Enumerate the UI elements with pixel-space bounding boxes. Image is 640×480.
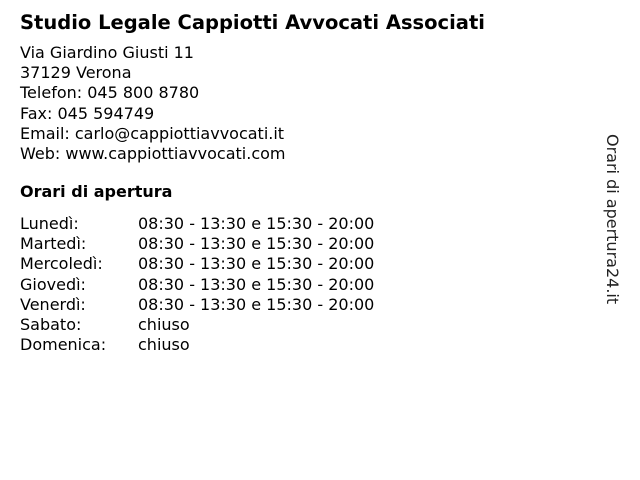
day-label: Domenica: bbox=[20, 334, 107, 354]
address-street: Via Giardino Giusti 11 bbox=[20, 43, 194, 62]
hours-heading: Orari di apertura bbox=[20, 182, 173, 202]
time-value: 08:30 - 13:30 e 15:30 - 20:00 bbox=[138, 254, 375, 274]
hours-row-sunday bbox=[20, 335, 600, 355]
address-city: 37129 Verona bbox=[20, 63, 132, 83]
day-label: Lunedì: bbox=[20, 214, 79, 234]
watermark-text: Orari di apertura24.it bbox=[603, 134, 622, 305]
time-value: 08:30 - 13:30 e 15:30 - 20:00 bbox=[138, 234, 375, 254]
hours-row-saturday bbox=[20, 315, 600, 335]
hours-row-friday bbox=[20, 295, 600, 315]
hours-row-thursday bbox=[20, 275, 600, 295]
time-value: chiuso bbox=[138, 314, 190, 334]
time-value: 08:30 - 13:30 e 15:30 - 20:00 bbox=[138, 214, 375, 234]
fax-number: Fax: 045 594749 bbox=[20, 103, 155, 123]
hours-table bbox=[20, 214, 600, 355]
hours-row-wednesday bbox=[20, 254, 600, 274]
hours-row-tuesday bbox=[20, 234, 600, 254]
day-label: Mercoledì: bbox=[20, 254, 103, 274]
email-address: Email: carlo@cappiottiavvocati.it bbox=[20, 123, 285, 143]
hours-row-monday bbox=[20, 214, 600, 234]
time-value: chiuso bbox=[138, 334, 190, 354]
phone-number: Telefon: 045 800 8780 bbox=[20, 83, 200, 103]
day-label: Giovedì: bbox=[20, 274, 86, 294]
day-label: Martedì: bbox=[20, 234, 87, 254]
contact-info bbox=[20, 43, 600, 164]
time-value: 08:30 - 13:30 e 15:30 - 20:00 bbox=[138, 294, 375, 314]
website: Web: www.cappiottiavvocati.com bbox=[20, 144, 286, 164]
time-value: 08:30 - 13:30 e 15:30 - 20:00 bbox=[138, 274, 375, 294]
day-label: Sabato: bbox=[20, 314, 82, 334]
business-name: Studio Legale Cappiotti Avvocati Associati bbox=[20, 11, 485, 34]
business-card bbox=[20, 11, 600, 355]
day-label: Venerdì: bbox=[20, 294, 86, 314]
